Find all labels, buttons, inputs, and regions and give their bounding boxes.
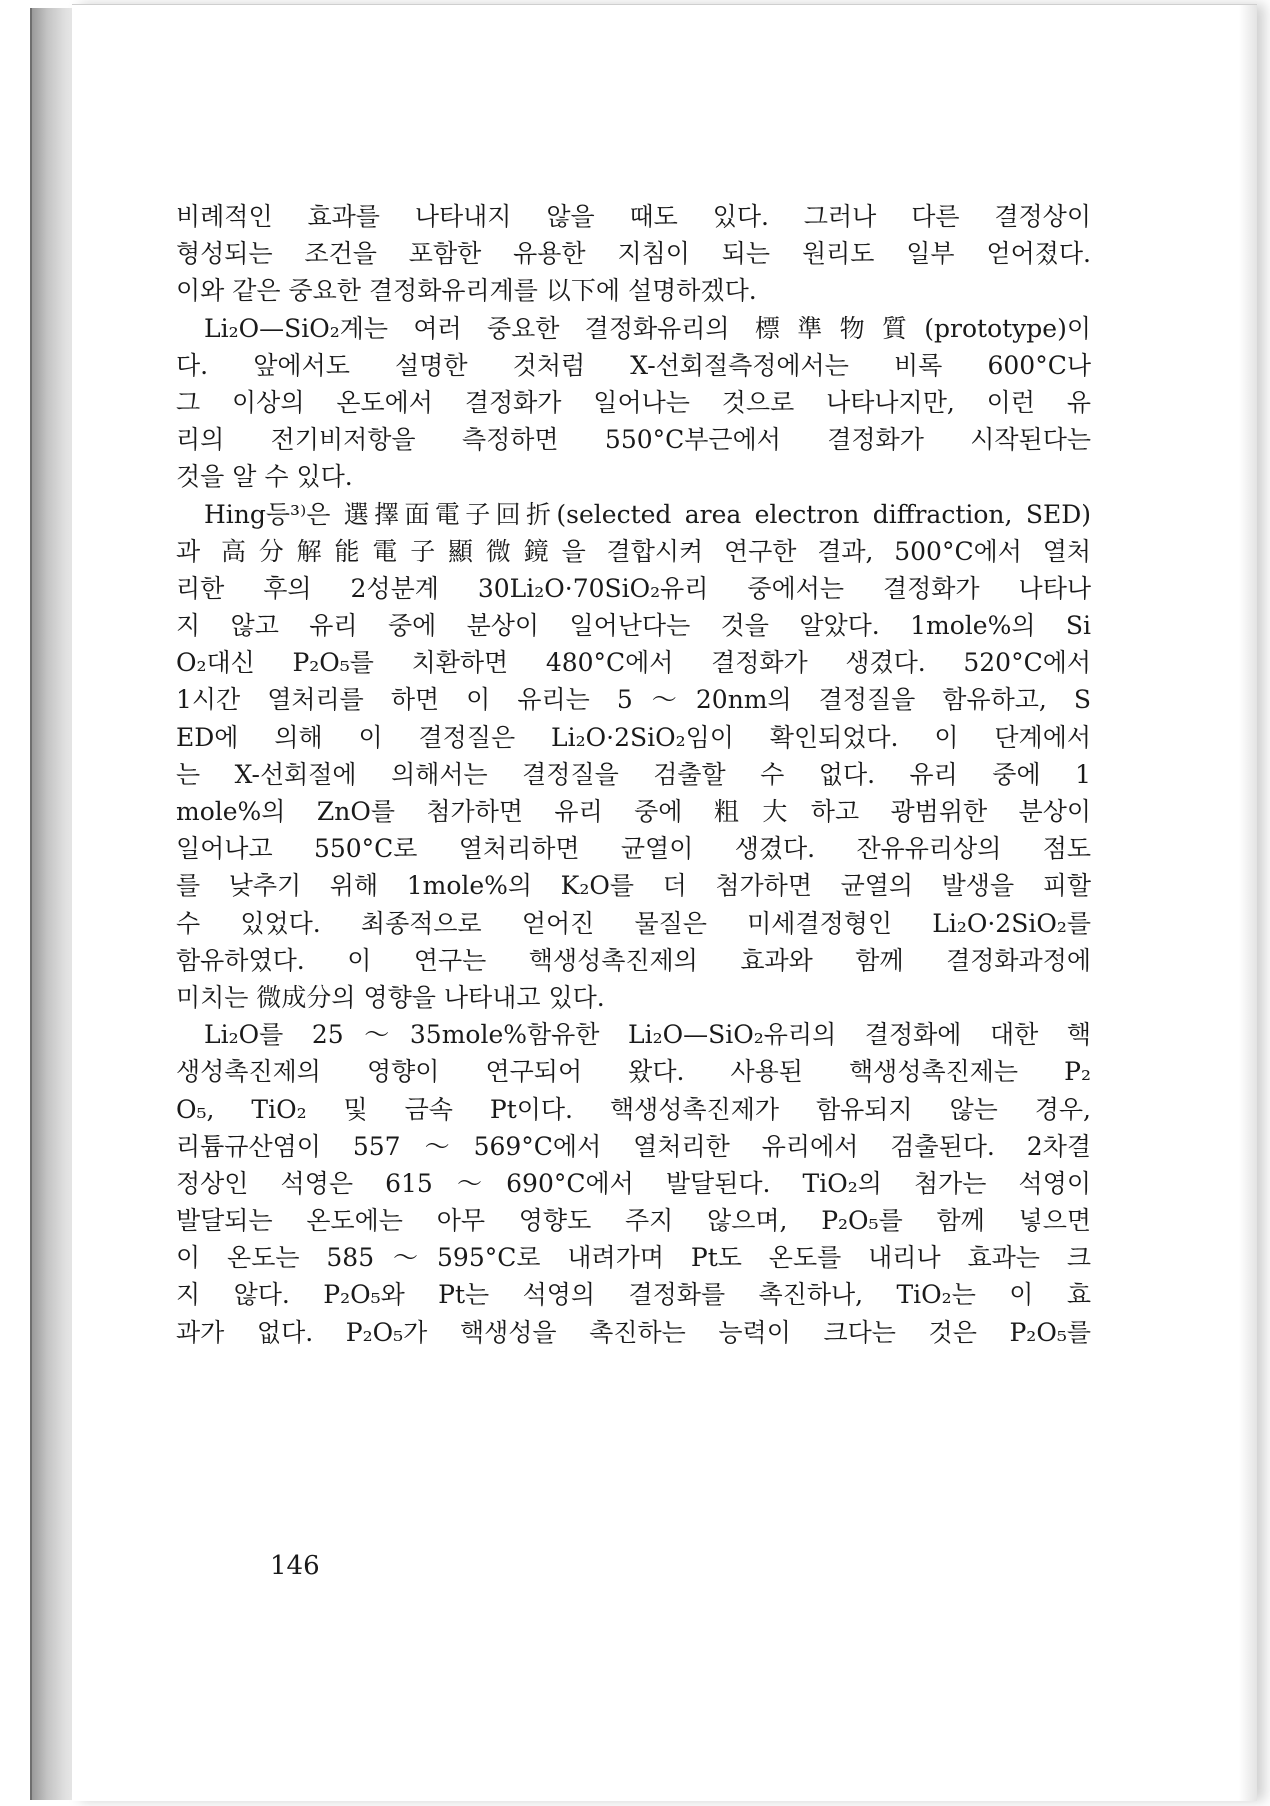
text-line: 지 않고 유리 중에 분상이 일어난다는 것을 알았다. 1mole%의 Si — [176, 611, 1091, 641]
text-line: O₅, TiO₂ 및 금속 Pt이다. 핵생성촉진제가 함유되지 않는 경우, — [176, 1094, 1091, 1124]
text-line: 함유하였다. 이 연구는 핵생성촉진제의 효과와 함께 결정화과정에 — [176, 945, 1091, 975]
page-shadow — [1239, 5, 1257, 1801]
text-line: O₂대신 P₂O₅를 치환하면 480°C에서 결정화가 생겼다. 520°C에서 — [176, 648, 1091, 678]
text-line: 리튬규산염이 557～569°C에서 열처리한 유리에서 검출된다. 2차결 — [176, 1131, 1091, 1161]
text-line: mole%의 ZnO를 첨가하면 유리 중에 粗大하고 광범위한 분상이 — [176, 797, 1091, 826]
text-line: 비례적인 효과를 나타내지 않을 때도 있다. 그러나 다른 결정상이 — [176, 202, 1091, 231]
text-line: 미치는 微成分의 영향을 나타내고 있다. — [176, 982, 605, 1012]
text-line: 그 이상의 온도에서 결정화가 일어나는 것으로 나타나지만, 이런 유 — [176, 387, 1091, 417]
text-line: Li₂O를 25～35mole%함유한 Li₂O—SiO₂유리의 결정화에 대한 핵 — [204, 1020, 1091, 1050]
text-line: 1시간 열처리를 하면 이 유리는 5～20nm의 결정질을 함유하고, S — [176, 685, 1091, 715]
body-text — [176, 198, 1091, 1351]
text-line: 형성되는 조건을 포함한 유용한 지침이 되는 원리도 일부 얻어졌다. — [176, 239, 1091, 269]
text-line: 를 낮추기 위해 1mole%의 K₂O를 더 첨가하면 균열의 발생을 피할 — [176, 871, 1091, 901]
text-line: 과 高分解能電子顯微鏡을 결합시켜 연구한 결과, 500°C에서 열처 — [176, 536, 1091, 566]
text-line: 일어나고 550°C로 열처리하면 균열이 생겼다. 잔유유리상의 점도 — [176, 834, 1091, 864]
text-line: 다. 앞에서도 설명한 것처럼 X-선회절측정에서는 비록 600°C나 — [176, 350, 1091, 380]
text-line: 리한 후의 2성분계 30Li₂O·70SiO₂유리 중에서는 결정화가 나타나 — [176, 573, 1091, 603]
text-line: 는 X-선회절에 의해서는 결정질을 검출할 수 없다. 유리 중에 1 — [176, 759, 1091, 789]
text-line: 발달되는 온도에는 아무 영향도 주지 않으며, P₂O₅를 함께 넣으면 — [176, 1206, 1091, 1236]
text-line: Hing등³⁾은 選擇面電子回折(selected area electron diffraction, SED) — [204, 499, 1091, 529]
text-line: 것을 알 수 있다. — [176, 462, 353, 492]
text-line: Li₂O—SiO₂계는 여러 중요한 결정화유리의 標準物質(prototype)이 — [204, 313, 1091, 343]
text-line: 과가 없다. P₂O₅가 핵생성을 촉진하는 능력이 크다는 것은 P₂O₅를 — [176, 1317, 1091, 1347]
text-line: 이 온도는 585～595°C로 내려가며 Pt도 온도를 내리나 효과는 크 — [176, 1243, 1091, 1273]
text-line: 수 있었다. 최종적으로 얻어진 물질은 미세결정형인 Li₂O·2SiO₂를 — [176, 908, 1091, 938]
book-edge — [30, 8, 76, 1800]
text-line: 정상인 석영은 615～690°C에서 발달된다. TiO₂의 첨가는 석영이 — [176, 1168, 1091, 1198]
text-line: 이와 같은 중요한 결정화유리계를 以下에 설명하겠다. — [176, 276, 757, 306]
text-line: 생성촉진제의 영향이 연구되어 왔다. 사용된 핵생성촉진제는 P₂ — [176, 1057, 1091, 1087]
text-line: 리의 전기비저항을 측정하면 550°C부근에서 결정화가 시작된다는 — [176, 425, 1091, 455]
page-number: 146 — [270, 1551, 320, 1581]
text-line: 지 않다. P₂O₅와 Pt는 석영의 결정화를 촉진하나, TiO₂는 이 효 — [176, 1280, 1091, 1310]
text-line: ED에 의해 이 결정질은 Li₂O·2SiO₂임이 확인되었다. 이 단계에서 — [176, 722, 1091, 752]
